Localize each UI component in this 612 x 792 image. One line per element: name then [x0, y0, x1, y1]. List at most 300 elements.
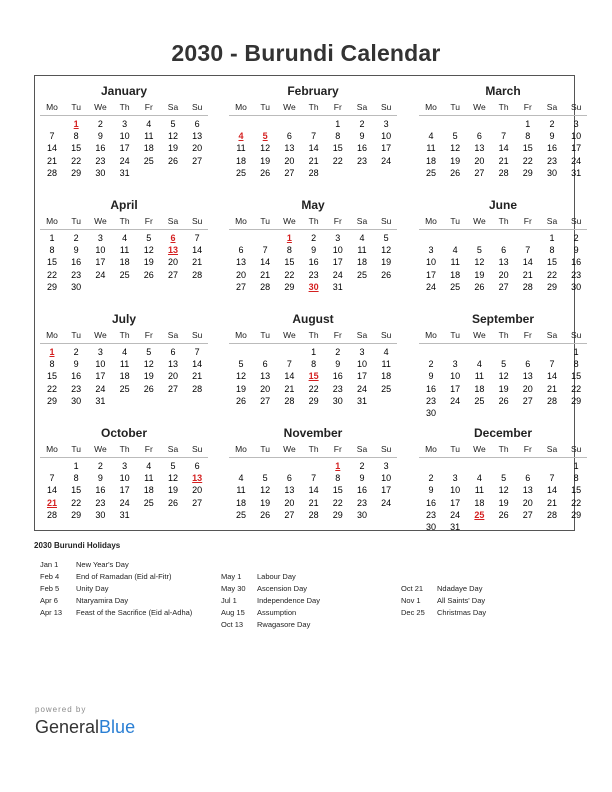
day-cell: 3 — [122, 119, 128, 129]
weekday-label: Sa — [356, 102, 368, 112]
weekday-label: We — [473, 330, 486, 340]
day-cell: 6 — [194, 461, 200, 471]
weekday-label: We — [283, 102, 296, 112]
day-cell: 18 — [474, 497, 485, 508]
day-cell: 23 — [425, 509, 436, 520]
weekday-label: We — [473, 102, 486, 112]
holiday-item — [40, 572, 220, 584]
day-cell: 9 — [428, 371, 434, 382]
day-cell: 19 — [260, 497, 271, 508]
day-cell: 28 — [546, 395, 557, 406]
day-cell: 23 — [95, 497, 106, 508]
day-cell: 2 — [73, 347, 79, 357]
day-cell: 20 — [522, 383, 533, 394]
day-cell: 9 — [359, 131, 365, 142]
day-cell: 26 — [167, 497, 178, 508]
day-cell: 17 — [332, 257, 343, 268]
day-cell: 26 — [474, 281, 485, 292]
holiday-item — [221, 596, 401, 608]
day-cell: 3 — [335, 233, 341, 243]
day-cell: 26 — [498, 395, 509, 406]
day-cell: 12 — [143, 359, 154, 370]
day-cell: 8 — [549, 245, 555, 256]
day-cell: 27 — [522, 509, 533, 520]
day-cell: 25 — [450, 281, 461, 292]
holiday-date: Jul 1 — [221, 596, 237, 605]
holiday-item — [401, 584, 571, 596]
day-cell: 11 — [381, 359, 391, 370]
day-grid — [419, 460, 587, 532]
weekday-label: Mo — [46, 102, 58, 112]
weekday-label: Tu — [71, 102, 81, 112]
day-cell: 8 — [311, 359, 317, 370]
day-cell: 26 — [450, 167, 461, 178]
day-cell: 2 — [97, 119, 103, 129]
day-cell: 7 — [194, 347, 200, 357]
holiday-date: Feb 4 — [40, 572, 60, 581]
day-cell: 1 — [549, 233, 555, 243]
day-cell: 28 — [284, 395, 295, 406]
day-cell: 4 — [476, 473, 482, 484]
day-cell: 6 — [286, 473, 292, 484]
weekday-label: Su — [191, 216, 203, 226]
weekday-label: We — [94, 102, 107, 112]
day-cell: 17 — [95, 371, 106, 382]
day-cell: 8 — [335, 473, 341, 484]
day-cell: 15 — [284, 257, 295, 268]
day-cell: 15 — [571, 371, 582, 382]
day-cell: 13 — [260, 371, 271, 382]
day-cell: 31 — [332, 281, 343, 292]
weekday-label: Fr — [333, 102, 342, 112]
day-cell: 30 — [71, 281, 82, 292]
day-cell: 15 — [71, 143, 82, 154]
day-cell: 3 — [452, 359, 458, 370]
day-cell: 8 — [525, 131, 531, 142]
month-name: May — [301, 198, 325, 212]
day-cell: 31 — [119, 167, 130, 178]
day-cell: 2 — [73, 233, 79, 243]
weekday-label: Mo — [235, 330, 247, 340]
day-cell: 31 — [450, 522, 461, 532]
weekday-header — [40, 101, 208, 116]
day-cell: 14 — [498, 143, 509, 154]
weekday-label: Fr — [144, 330, 153, 340]
day-cell: 4 — [146, 119, 152, 129]
day-cell: 24 — [119, 497, 130, 508]
day-cell: 7 — [49, 131, 55, 142]
day-cell: 4 — [122, 347, 128, 357]
weekday-label: Tu — [450, 216, 460, 226]
day-cell: 17 — [425, 269, 436, 280]
day-cell: 19 — [143, 257, 154, 268]
weekday-header — [40, 329, 208, 344]
day-cell: 26 — [260, 509, 271, 520]
weekday-label: Th — [119, 330, 130, 340]
day-cell: 22 — [332, 497, 343, 508]
day-cell: 16 — [425, 497, 436, 508]
day-cell: 7 — [49, 473, 55, 484]
day-cell: 16 — [332, 371, 343, 382]
day-cell: 2 — [335, 347, 341, 357]
day-cell: 16 — [546, 143, 557, 154]
day-cell: 10 — [571, 131, 582, 142]
holiday-day-cell: 1 — [286, 233, 292, 243]
day-cell: 17 — [119, 143, 130, 154]
day-cell: 20 — [284, 155, 295, 166]
weekday-label: Tu — [260, 444, 270, 454]
holiday-name: Ntaryamira Day — [76, 596, 129, 605]
day-cell: 6 — [194, 119, 200, 129]
day-cell: 1 — [73, 461, 79, 471]
day-cell: 28 — [308, 167, 319, 178]
day-cell: 30 — [95, 509, 106, 520]
day-cell: 29 — [46, 281, 57, 292]
holiday-name: Labour Day — [257, 572, 296, 581]
weekday-label: Th — [498, 102, 509, 112]
day-cell: 21 — [498, 155, 509, 166]
day-cell: 5 — [476, 245, 482, 256]
day-cell: 22 — [284, 269, 295, 280]
day-cell: 5 — [452, 131, 458, 142]
day-cell: 20 — [522, 497, 533, 508]
day-cell: 23 — [571, 269, 582, 280]
day-cell: 29 — [71, 509, 82, 520]
day-cell: 13 — [235, 257, 246, 268]
day-cell: 15 — [71, 485, 82, 496]
holiday-name: New Year's Day — [76, 560, 129, 569]
weekday-label: Su — [570, 330, 582, 340]
day-cell: 25 — [143, 155, 154, 166]
day-grid — [40, 460, 208, 532]
brand-part-2: Blue — [99, 717, 136, 737]
day-cell: 17 — [450, 383, 461, 394]
holiday-item — [221, 572, 401, 584]
day-cell: 14 — [192, 359, 203, 370]
day-cell: 31 — [571, 167, 582, 178]
day-cell: 21 — [192, 371, 203, 382]
weekday-label: We — [283, 444, 296, 454]
weekday-header — [229, 329, 397, 344]
day-cell: 2 — [359, 461, 365, 471]
day-cell: 26 — [381, 269, 392, 280]
day-cell: 18 — [235, 497, 246, 508]
day-cell: 21 — [546, 383, 557, 394]
weekday-label: Sa — [167, 216, 179, 226]
day-cell: 9 — [428, 485, 434, 496]
day-cell: 29 — [71, 167, 82, 178]
day-cell: 21 — [522, 269, 533, 280]
day-cell: 29 — [308, 395, 319, 406]
day-cell: 15 — [332, 143, 343, 154]
day-cell: 2 — [311, 233, 317, 243]
weekday-label: Mo — [425, 216, 437, 226]
weekday-label: Mo — [46, 216, 58, 226]
day-cell: 3 — [428, 245, 434, 256]
day-cell: 15 — [46, 257, 57, 268]
day-cell: 23 — [308, 269, 319, 280]
day-cell: 10 — [95, 245, 106, 256]
day-cell: 6 — [238, 245, 244, 256]
day-cell: 21 — [192, 257, 203, 268]
day-cell: 16 — [571, 257, 582, 268]
day-cell: 18 — [450, 269, 461, 280]
day-cell: 23 — [332, 383, 343, 394]
day-cell: 1 — [311, 347, 317, 357]
day-cell: 17 — [571, 143, 582, 154]
day-cell: 30 — [71, 395, 82, 406]
day-cell: 14 — [522, 257, 533, 268]
weekday-label: Sa — [356, 330, 368, 340]
day-cell: 31 — [356, 395, 367, 406]
day-cell: 28 — [498, 167, 509, 178]
day-cell: 4 — [383, 347, 389, 357]
day-cell: 22 — [46, 269, 57, 280]
day-cell: 9 — [311, 245, 317, 256]
weekday-label: Su — [570, 444, 582, 454]
day-cell: 24 — [425, 281, 436, 292]
day-cell: 19 — [474, 269, 485, 280]
day-cell: 5 — [146, 347, 152, 357]
day-grid — [229, 118, 397, 190]
day-cell: 10 — [119, 131, 130, 142]
day-cell: 29 — [284, 281, 295, 292]
day-cell: 2 — [549, 119, 555, 129]
day-cell: 25 — [119, 269, 130, 280]
day-cell: 30 — [95, 167, 106, 178]
day-cell: 4 — [122, 233, 128, 243]
month-may — [229, 190, 397, 302]
day-cell: 26 — [143, 383, 154, 394]
weekday-label: Th — [498, 330, 509, 340]
weekday-label: Th — [308, 216, 319, 226]
day-grid — [419, 346, 587, 418]
day-cell: 6 — [286, 131, 292, 142]
day-cell: 15 — [546, 257, 557, 268]
day-cell: 7 — [549, 473, 555, 484]
day-cell: 13 — [284, 485, 295, 496]
weekday-label: Tu — [260, 216, 270, 226]
day-cell: 8 — [335, 131, 341, 142]
day-cell: 11 — [474, 485, 485, 496]
day-cell: 22 — [571, 497, 582, 508]
day-cell: 28 — [260, 281, 271, 292]
holiday-item — [40, 608, 220, 620]
day-cell: 15 — [46, 371, 57, 382]
day-cell: 1 — [525, 119, 531, 129]
day-cell: 18 — [356, 257, 367, 268]
day-cell: 21 — [260, 269, 271, 280]
day-cell: 20 — [284, 497, 295, 508]
day-cell: 22 — [522, 155, 533, 166]
holiday-day-cell: 25 — [474, 509, 485, 520]
weekday-label: Sa — [546, 216, 558, 226]
month-january — [40, 76, 208, 188]
weekday-label: Tu — [260, 102, 270, 112]
day-cell: 12 — [260, 485, 271, 496]
day-cell: 12 — [260, 143, 271, 154]
day-cell: 13 — [522, 485, 533, 496]
day-cell: 17 — [95, 257, 106, 268]
day-cell: 9 — [549, 131, 555, 142]
day-cell: 28 — [46, 509, 57, 520]
weekday-label: Sa — [546, 102, 558, 112]
month-name: June — [488, 198, 517, 212]
holiday-date: May 30 — [221, 584, 246, 593]
day-cell: 28 — [46, 167, 57, 178]
weekday-label: Tu — [450, 330, 460, 340]
weekday-label: Su — [380, 330, 392, 340]
month-july — [40, 304, 208, 416]
weekday-label: Fr — [523, 444, 532, 454]
day-cell: 27 — [167, 383, 178, 394]
holiday-date: Jan 1 — [40, 560, 59, 569]
holiday-day-cell: 1 — [73, 119, 79, 129]
day-cell: 18 — [143, 143, 154, 154]
holiday-date: Oct 21 — [401, 584, 424, 593]
holiday-name: Ascension Day — [257, 584, 308, 593]
day-cell: 30 — [425, 408, 436, 418]
day-grid — [40, 118, 208, 190]
day-cell: 20 — [235, 269, 246, 280]
weekday-label: Th — [308, 444, 319, 454]
day-cell: 2 — [428, 359, 434, 370]
weekday-label: Su — [191, 444, 203, 454]
weekday-header — [419, 443, 587, 458]
weekday-header — [229, 443, 397, 458]
month-name: October — [100, 426, 147, 440]
day-grid — [40, 346, 208, 418]
month-name: September — [471, 312, 535, 326]
weekday-label: Su — [191, 102, 203, 112]
day-cell: 20 — [192, 485, 203, 496]
holiday-day-cell: 4 — [238, 131, 244, 142]
day-cell: 14 — [192, 245, 203, 256]
day-cell: 18 — [474, 383, 485, 394]
day-cell: 10 — [381, 131, 392, 142]
weekday-label: Th — [119, 444, 130, 454]
day-cell: 11 — [357, 245, 367, 256]
day-cell: 28 — [522, 281, 533, 292]
day-cell: 20 — [474, 155, 485, 166]
month-march — [419, 76, 587, 188]
day-cell: 14 — [308, 485, 319, 496]
day-cell: 22 — [546, 269, 557, 280]
weekday-label: Th — [498, 216, 509, 226]
day-cell: 3 — [383, 461, 389, 471]
weekday-label: Sa — [167, 102, 179, 112]
day-cell: 23 — [71, 269, 82, 280]
day-cell: 3 — [383, 119, 389, 129]
holiday-date: Apr 13 — [40, 608, 63, 617]
day-cell: 28 — [192, 383, 203, 394]
day-cell: 14 — [284, 371, 295, 382]
day-cell: 2 — [573, 233, 579, 243]
brand-part-1: General — [35, 717, 100, 737]
day-cell: 16 — [308, 257, 319, 268]
day-cell: 10 — [450, 371, 461, 382]
day-cell: 2 — [97, 461, 103, 471]
day-cell: 5 — [170, 461, 176, 471]
day-cell: 1 — [49, 233, 55, 243]
day-cell: 26 — [143, 269, 154, 280]
day-cell: 29 — [546, 281, 557, 292]
holiday-day-cell: 21 — [46, 497, 57, 508]
day-cell: 15 — [522, 143, 533, 154]
day-cell: 13 — [522, 371, 533, 382]
day-cell: 24 — [332, 269, 343, 280]
month-august — [229, 304, 397, 416]
holiday-day-cell: 15 — [308, 371, 319, 382]
day-cell: 12 — [474, 257, 485, 268]
day-cell: 5 — [501, 359, 507, 370]
day-cell: 12 — [167, 473, 178, 484]
day-cell: 27 — [284, 167, 295, 178]
day-cell: 24 — [95, 269, 106, 280]
day-cell: 16 — [95, 485, 106, 496]
day-cell: 14 — [546, 485, 557, 496]
weekday-label: Fr — [523, 216, 532, 226]
day-cell: 12 — [143, 245, 154, 256]
day-cell: 28 — [192, 269, 203, 280]
day-cell: 27 — [192, 155, 203, 166]
day-cell: 3 — [122, 461, 128, 471]
generalblue-logo[interactable] — [35, 717, 135, 738]
weekday-label: We — [283, 216, 296, 226]
weekday-label: Fr — [144, 102, 153, 112]
holiday-item — [401, 596, 571, 608]
weekday-label: Th — [119, 102, 130, 112]
day-cell: 17 — [381, 485, 392, 496]
day-cell: 7 — [525, 245, 531, 256]
holiday-list-column-2 — [221, 572, 401, 632]
month-name: March — [485, 84, 521, 98]
weekday-label: Sa — [356, 216, 368, 226]
day-cell: 23 — [356, 497, 367, 508]
day-cell: 5 — [170, 119, 176, 129]
day-cell: 9 — [97, 473, 103, 484]
weekday-label: Mo — [235, 444, 247, 454]
day-cell: 4 — [146, 461, 152, 471]
weekday-label: Su — [570, 216, 582, 226]
month-name: December — [473, 426, 533, 440]
day-cell: 13 — [284, 143, 295, 154]
day-grid — [229, 460, 397, 532]
day-cell: 8 — [286, 245, 292, 256]
day-cell: 6 — [476, 131, 482, 142]
day-cell: 21 — [46, 155, 57, 166]
holiday-day-cell: 6 — [170, 233, 176, 243]
weekday-label: Fr — [523, 330, 532, 340]
day-cell: 19 — [498, 497, 509, 508]
weekday-label: Sa — [546, 444, 558, 454]
weekday-label: Sa — [167, 444, 179, 454]
day-cell: 16 — [95, 143, 106, 154]
day-cell: 10 — [119, 473, 130, 484]
day-cell: 11 — [236, 143, 246, 154]
day-cell: 30 — [356, 509, 367, 520]
holiday-item — [40, 596, 220, 608]
weekday-label: Mo — [235, 102, 247, 112]
day-cell: 18 — [119, 371, 130, 382]
day-cell: 9 — [573, 245, 579, 256]
day-cell: 12 — [167, 131, 178, 142]
weekday-label: Tu — [450, 444, 460, 454]
month-name: January — [100, 84, 148, 98]
weekday-label: Su — [191, 330, 203, 340]
weekday-label: We — [94, 444, 107, 454]
day-cell: 27 — [474, 167, 485, 178]
